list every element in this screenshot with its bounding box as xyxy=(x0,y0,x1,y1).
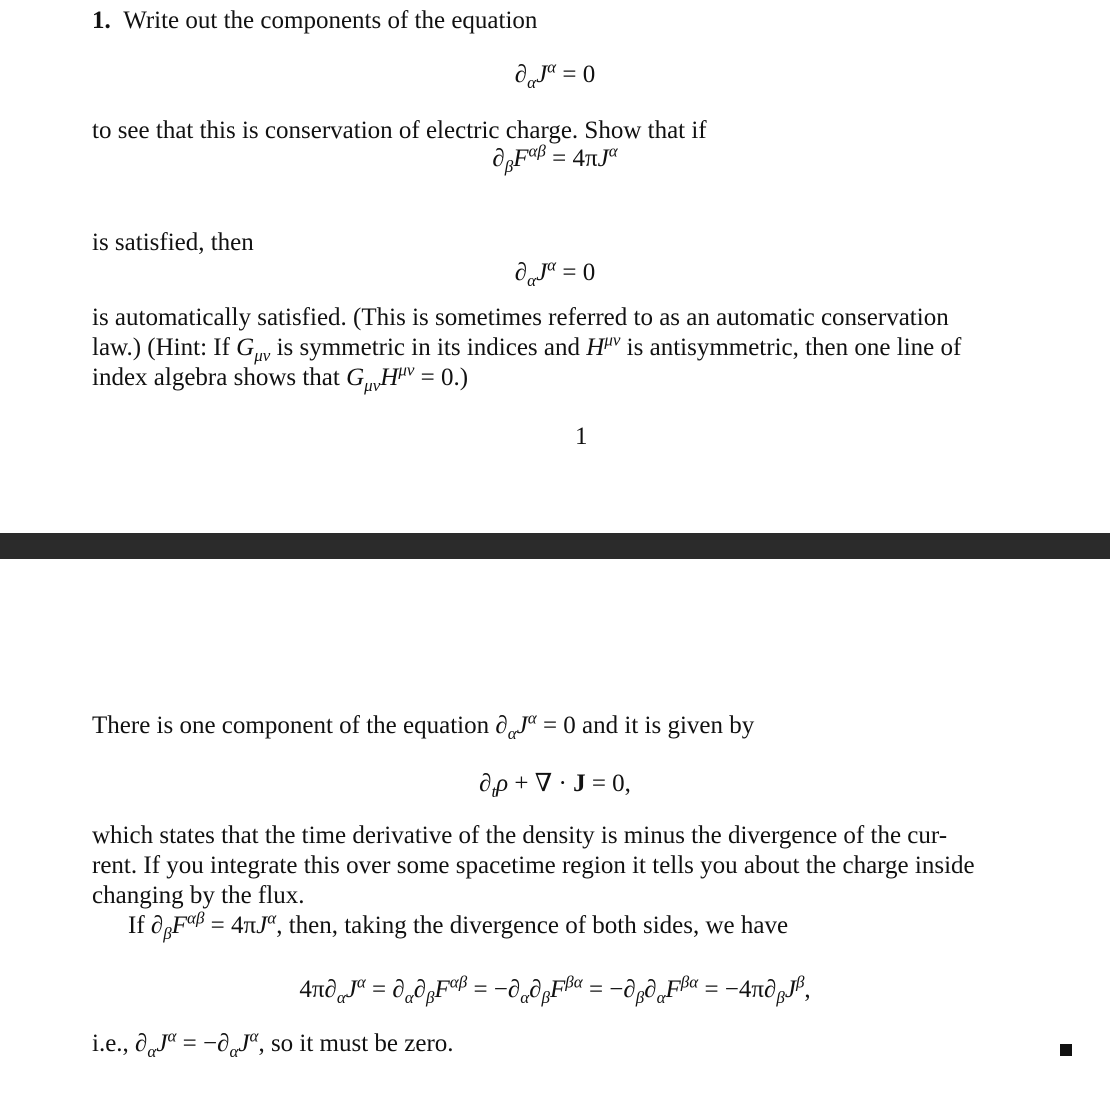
problem-text-3: is satisfied, then xyxy=(92,229,254,256)
problem-text-2: to see that this is conservation of electric charge. Show that if xyxy=(92,117,707,144)
equation-conservation: $\partial_\alpha J^\alpha = 0$ xyxy=(514,57,596,92)
solution-p2c: changing by the flux. xyxy=(92,882,305,909)
solution-p1: There is one component of the equation $\partial_\alpha J^\alpha = 0$ and it is given by xyxy=(92,708,755,743)
qed-square-icon xyxy=(1060,1044,1072,1056)
solution-p4: i.e., $\partial_\alpha J^\alpha = -\partial_\alpha J^\alpha$, so it must be zero. xyxy=(92,1026,454,1061)
problem-page xyxy=(0,0,1110,533)
problem-text-4a: is automatically satisfied. (This is sometimes referred to as an automatic conservation xyxy=(92,304,949,331)
solution-equation-continuity: $\partial_t\rho$ + ∇ · J = 0, xyxy=(479,770,631,801)
solution-equation-divergence: $4\pi\partial_\alpha J^\alpha = \partial_\alpha\partial_\beta F^{\alpha\beta} = -\partial_\alpha\partial_\beta F^{\beta\alpha} = -\partial_\beta\partial_\alpha F^{\beta\alpha} = -4\pi\partial_\beta J^\beta$, xyxy=(299,972,811,1007)
problem-text-4c: index algebra shows that $G_{\mu\nu}H^{\mu\nu} = 0$.) xyxy=(92,360,469,395)
page-divider xyxy=(0,533,1110,559)
equation-conservation-2: $\partial_\alpha J^\alpha = 0$ xyxy=(514,255,596,290)
solution-p2b: rent. If you integrate this over some spacetime region it tells you about the charge inside xyxy=(92,852,975,879)
problem-intro xyxy=(92,6,537,36)
solution-p3: If $\partial_\beta F^{\alpha\beta} = 4\pi J^\alpha$, then, taking the divergence of both sides, we have xyxy=(128,908,789,943)
page-number: 1 xyxy=(575,423,588,450)
solution-p2a: which states that the time derivative of the density is minus the divergence of the cur- xyxy=(92,822,948,849)
solution-page xyxy=(0,559,1110,1094)
problem-number: 1. xyxy=(92,7,111,34)
problem-text-4b: law.) (Hint: If $G_{\mu\nu}$ is symmetric in its indices and $H^{\mu\nu}$ is antisymmetric, then one line of xyxy=(92,330,962,365)
equation-maxwell: $\partial_\beta F^{\alpha\beta} = 4\pi J^\alpha$ xyxy=(492,141,618,176)
problem-intro-text: Write out the components of the equation xyxy=(123,7,538,34)
